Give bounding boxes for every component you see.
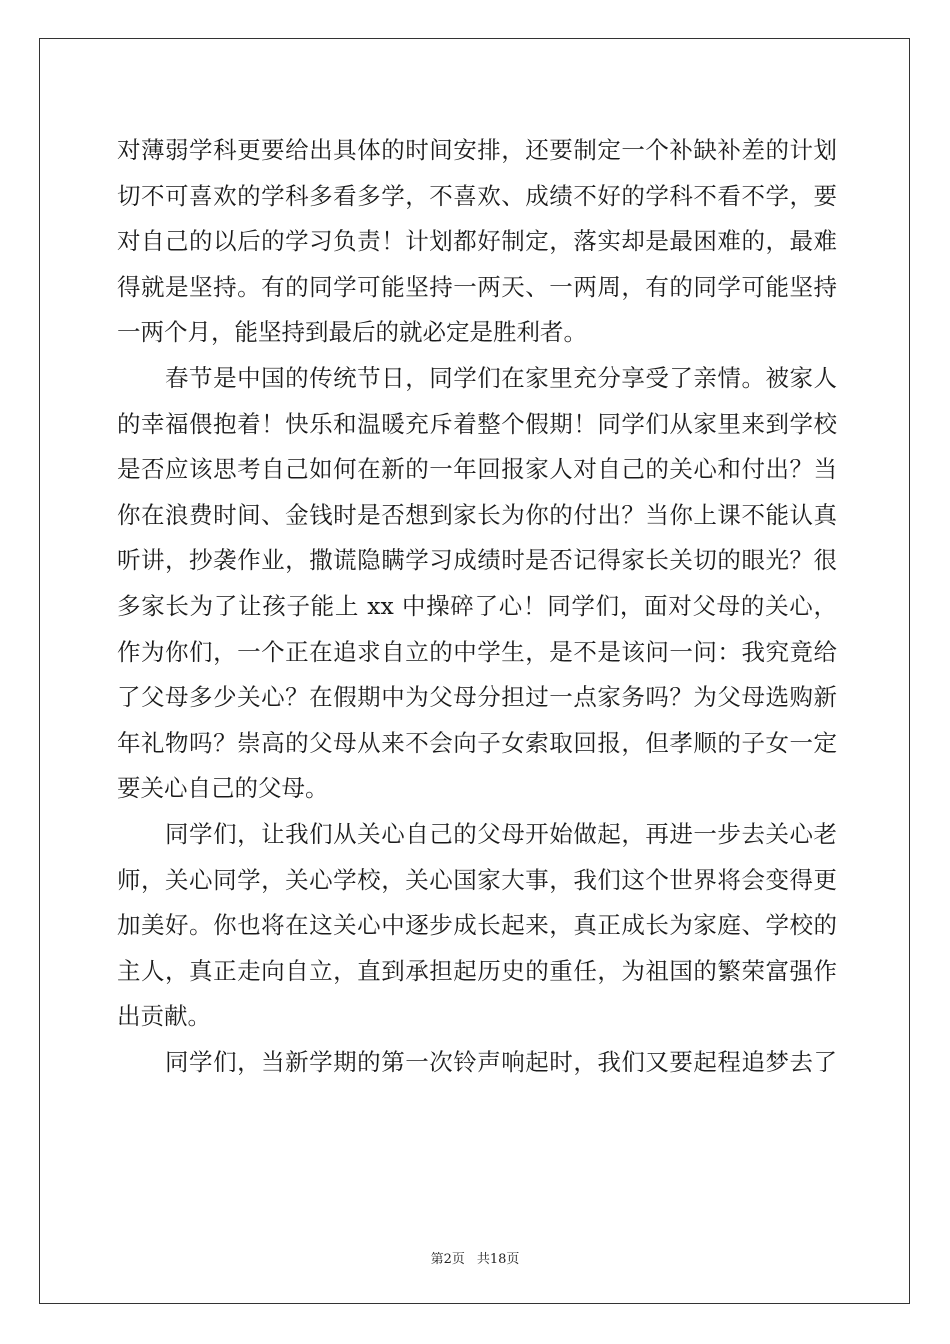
text-line: 得就是坚持。有的同学可能坚持一两天、一两周，有的同学可能坚持 bbox=[117, 272, 837, 301]
text-line: 同学们，让我们从关心自己的父母开始做起，再进一步去关心老 bbox=[117, 819, 837, 848]
text-line: 对薄弱学科更要给出具体的时间安排，还要制定一个补缺补差的计划 bbox=[117, 136, 837, 164]
text-line: 师，关心同学，关心学校，关心国家大事，我们这个世界将会变得更 bbox=[117, 865, 837, 894]
text-line: 要关心自己的父母。 bbox=[117, 774, 329, 803]
text-line: 多家长为了让孩子能上 xx 中操碎了心！同学们，面对父母的关心， bbox=[117, 591, 837, 620]
text-line: 加美好。你也将在这关心中逐步成长起来，真正成长为家庭、学校的 bbox=[117, 911, 837, 940]
text-line: 的幸福偎抱着！快乐和温暖充斥着整个假期！同学们从家里来到学校 bbox=[117, 409, 837, 438]
text-line: 春节是中国的传统节日，同学们在家里充分享受了亲情。被家人 bbox=[117, 363, 837, 392]
paragraph-2 bbox=[117, 356, 837, 812]
document-body bbox=[117, 128, 837, 1085]
text-line: 作为你们，一个正在追求自立的中学生，是不是该问一问：我究竟给 bbox=[117, 637, 837, 666]
text-line: 你在浪费时间、金钱时是否想到家长为你的付出？当你上课不能认真 bbox=[117, 500, 837, 529]
text-line: 对自己的以后的学习负责！计划都好制定，落实却是最困难的，最难 bbox=[117, 227, 837, 256]
paragraph-4 bbox=[117, 1040, 837, 1086]
text-line: 切不可喜欢的学科多看多学，不喜欢、成绩不好的学科不看不学，要 bbox=[117, 181, 837, 210]
paragraph-3 bbox=[117, 812, 837, 1040]
page-total: 共18页 bbox=[476, 1252, 520, 1267]
text-line: 一两个月，能坚持到最后的就必定是胜利者。 bbox=[117, 318, 587, 347]
page-footer bbox=[0, 1248, 950, 1267]
text-line: 了父母多少关心？在假期中为父母分担过一点家务吗？为父母选购新 bbox=[117, 683, 837, 712]
text-line: 听讲，抄袭作业，撒谎隐瞒学习成绩时是否记得家长关切的眼光？很 bbox=[117, 546, 837, 575]
page-number: 第2页 bbox=[430, 1252, 465, 1267]
text-line: 年礼物吗？崇高的父母从来不会向子女索取回报，但孝顺的子女一定 bbox=[117, 728, 837, 757]
text-line: 出贡献。 bbox=[117, 1002, 211, 1031]
text-line: 同学们，当新学期的第一次铃声响起时，我们又要起程追梦去了 bbox=[117, 1047, 837, 1076]
text-line: 主人，真正走向自立，直到承担起历史的重任，为祖国的繁荣富强作 bbox=[117, 956, 837, 985]
text-line: 是否应该思考自己如何在新的一年回报家人对自己的关心和付出？当 bbox=[117, 455, 837, 484]
paragraph-1 bbox=[117, 128, 837, 356]
